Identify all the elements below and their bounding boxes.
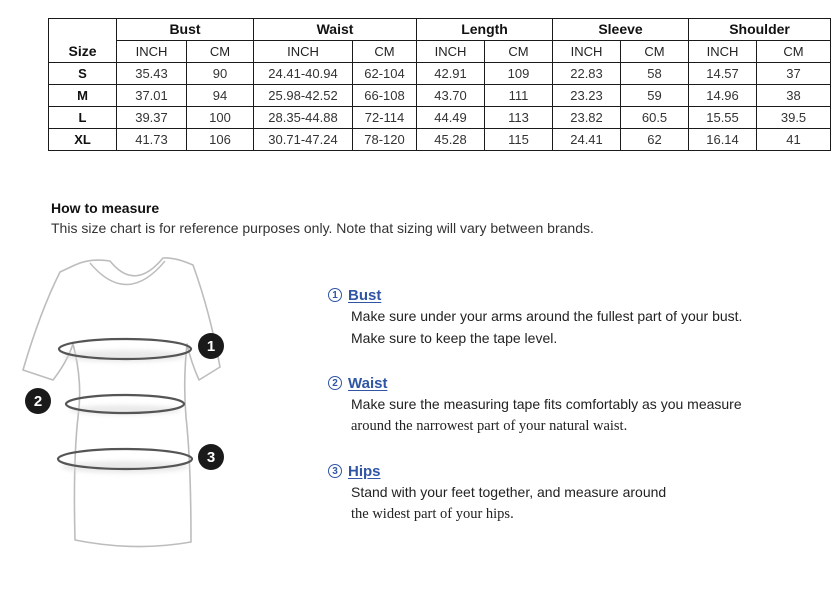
dress-measurement-illustration [15, 252, 255, 557]
size-label: L [49, 107, 117, 129]
bust-link[interactable]: Bust [348, 286, 382, 304]
size-column-header: Size [49, 19, 117, 63]
size-label: XL [49, 129, 117, 151]
table-cell: 66-108 [353, 85, 417, 107]
table-cell: 45.28 [417, 129, 485, 151]
table-cell: 41 [757, 129, 831, 151]
table-cell: 62-104 [353, 63, 417, 85]
group-header-length: Length [417, 19, 553, 41]
unit-header: CM [187, 41, 254, 63]
unit-header: INCH [553, 41, 621, 63]
table-cell: 59 [621, 85, 689, 107]
unit-header: CM [621, 41, 689, 63]
table-cell: 113 [485, 107, 553, 129]
instruction-text: the widest part of your hips. [351, 506, 514, 522]
table-cell: 37.01 [117, 85, 187, 107]
marker-3-icon: 3 [198, 444, 224, 470]
dress-outline-icon [15, 252, 255, 557]
group-header-waist: Waist [254, 19, 417, 41]
table-cell: 30.71-47.24 [254, 129, 353, 151]
circled-number-icon: 1 [328, 288, 342, 302]
table-cell: 43.70 [417, 85, 485, 107]
table-cell: 38 [757, 85, 831, 107]
table-cell: 44.49 [417, 107, 485, 129]
table-cell: 15.55 [689, 107, 757, 129]
table-cell: 39.5 [757, 107, 831, 129]
unit-header: INCH [254, 41, 353, 63]
instruction-text: Make sure under your arms around the fullest part of your bust. [351, 308, 743, 324]
size-label: M [49, 85, 117, 107]
hips-link[interactable]: Hips [348, 462, 381, 480]
instruction-text: around the narrowest part of your natural waist. [351, 418, 628, 434]
table-cell: 14.57 [689, 63, 757, 85]
table-cell: 16.14 [689, 129, 757, 151]
table-cell: 24.41-40.94 [254, 63, 353, 85]
table-cell: 100 [187, 107, 254, 129]
table-cell: 25.98-42.52 [254, 85, 353, 107]
table-cell: 37 [757, 63, 831, 85]
group-header-shoulder: Shoulder [689, 19, 831, 41]
table-cell: 78-120 [353, 129, 417, 151]
table-cell: 60.5 [621, 107, 689, 129]
table-row [49, 63, 831, 85]
table-cell: 42.91 [417, 63, 485, 85]
waist-link[interactable]: Waist [348, 374, 388, 392]
instruction-waist [328, 373, 742, 437]
instruction-text: Make sure the measuring tape fits comfortably as you measure [351, 396, 742, 412]
table-cell: 94 [187, 85, 254, 107]
table-cell: 14.96 [689, 85, 757, 107]
unit-header: INCH [689, 41, 757, 63]
unit-header: INCH [117, 41, 187, 63]
group-header-sleeve: Sleeve [553, 19, 689, 41]
group-header-bust: Bust [117, 19, 254, 41]
unit-header: CM [757, 41, 831, 63]
table-row [49, 129, 831, 151]
table-cell: 39.37 [117, 107, 187, 129]
reference-note: This size chart is for reference purposes only. Note that sizing will vary between brands. [51, 220, 594, 236]
table-cell: 28.35-44.88 [254, 107, 353, 129]
table-cell: 106 [187, 129, 254, 151]
table-cell: 72-114 [353, 107, 417, 129]
table-cell: 58 [621, 63, 689, 85]
circled-number-icon: 3 [328, 464, 342, 478]
instruction-text: Stand with your feet together, and measure around [351, 484, 667, 500]
how-to-measure-section [51, 200, 594, 237]
table-cell: 115 [485, 129, 553, 151]
unit-header-row [49, 41, 831, 63]
circled-number-icon: 2 [328, 376, 342, 390]
instruction-bust [328, 285, 742, 349]
marker-2-icon: 2 [25, 388, 51, 414]
table-cell: 41.73 [117, 129, 187, 151]
table-cell: 90 [187, 63, 254, 85]
size-chart-table [48, 18, 831, 151]
how-to-measure-title: How to measure [51, 200, 160, 216]
table-cell: 35.43 [117, 63, 187, 85]
table-cell: 109 [485, 63, 553, 85]
table-cell: 24.41 [553, 129, 621, 151]
unit-header: CM [353, 41, 417, 63]
table-row [49, 85, 831, 107]
instruction-text: Make sure to keep the tape level. [351, 330, 558, 346]
table-cell: 23.82 [553, 107, 621, 129]
table-cell: 111 [485, 85, 553, 107]
group-header-row [49, 19, 831, 41]
unit-header: CM [485, 41, 553, 63]
unit-header: INCH [417, 41, 485, 63]
instruction-hips [328, 461, 666, 525]
table-row [49, 107, 831, 129]
table-cell: 22.83 [553, 63, 621, 85]
table-cell: 23.23 [553, 85, 621, 107]
table-cell: 62 [621, 129, 689, 151]
marker-1-icon: 1 [198, 333, 224, 359]
size-label: S [49, 63, 117, 85]
